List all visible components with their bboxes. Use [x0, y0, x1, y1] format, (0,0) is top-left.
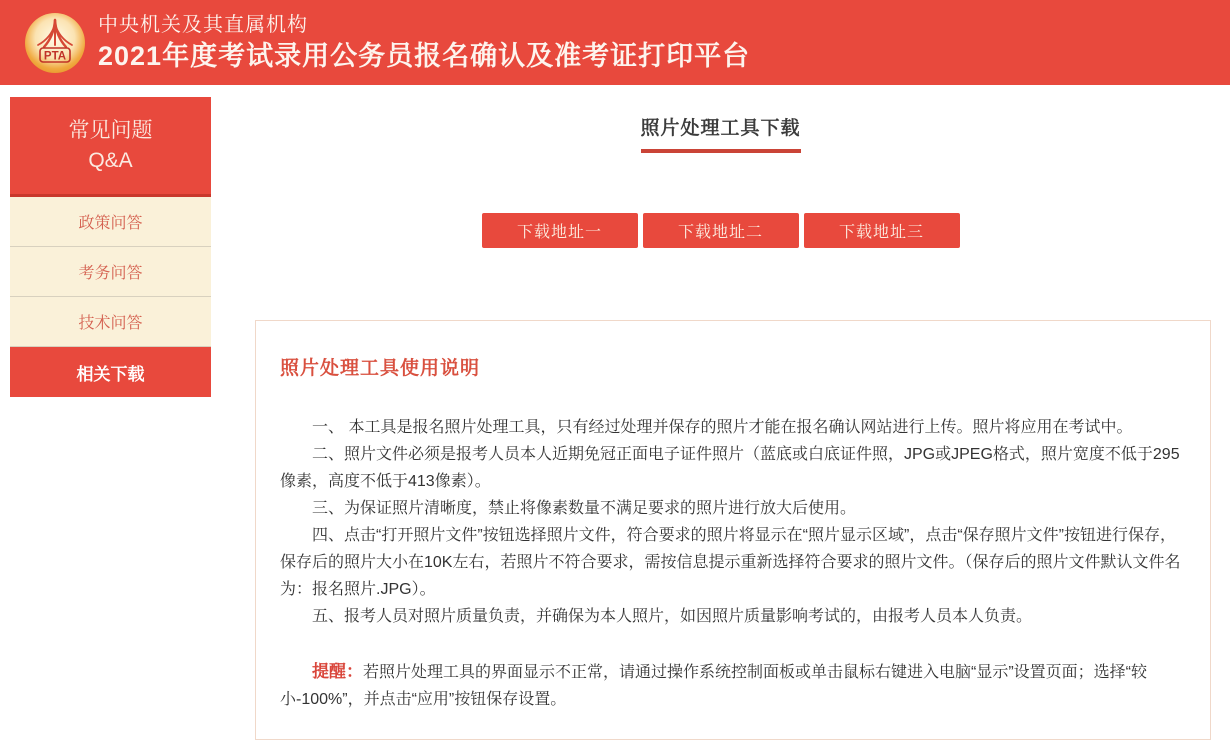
download-address-2-button[interactable]: 下载地址二 — [643, 213, 799, 248]
reminder-text: 若照片处理工具的界面显示不正常，请通过操作系统控制面板或单击鼠标右键进入电脑“显示”设置页面；选择“较小-100%”，并点击“应用”按钮保存设置。 — [280, 664, 1147, 708]
sidebar-item-label: 政策问答 — [78, 215, 143, 232]
header-org-line: 中央机关及其直属机构 — [98, 13, 308, 36]
sidebar-item-policy-qa[interactable] — [10, 197, 211, 247]
sidebar-item-label: 相关下载 — [76, 364, 145, 384]
title-underline — [641, 149, 801, 153]
reminder-label: 提醒： — [312, 662, 363, 681]
sidebar-item-label: 考务问答 — [78, 265, 143, 282]
instruction-paragraph-4: 四、点击“打开照片文件”按钮选择照片文件，符合要求的照片将显示在“照片显示区域”，点击“保存照片文件”按钮进行保存，保存后的照片大小在10K左右，若照片不符合要求，需按信息提示重新选择符合要求的照片文件。（保存后的照片文件默认文件名为：报名照片.JPG）。 — [280, 527, 1181, 598]
page-title: 照片处理工具下载 — [640, 118, 801, 139]
app-header — [0, 0, 1230, 85]
header-title-line: 2021年度考试录用公务员报名确认及准考证打印平台 — [98, 40, 751, 71]
qa-title-en: Q&A — [88, 148, 133, 172]
instruction-paragraph-1: 一、 本工具是报名照片处理工具，只有经过处理并保存的照片才能在报名确认网站进行上传。照片将应用在考试中。 — [312, 419, 1133, 436]
download-address-1-button[interactable]: 下载地址一 — [482, 213, 638, 248]
instruction-paragraphs — [280, 414, 1186, 630]
sidebar-item-downloads[interactable] — [10, 347, 211, 397]
instruction-paragraph-3: 三、为保证照片清晰度，禁止将像素数量不满足要求的照片进行放大后使用。 — [312, 500, 857, 517]
download-address-3-button[interactable]: 下载地址三 — [804, 213, 960, 248]
sidebar-item-label: 技术问答 — [78, 315, 143, 332]
pta-logo — [24, 12, 86, 74]
download-button-row — [211, 213, 1230, 248]
sidebar-qa-header — [10, 97, 211, 197]
instruction-box — [255, 320, 1211, 740]
qa-title-cn: 常见问题 — [68, 118, 153, 142]
main-content — [211, 85, 1230, 740]
reminder-paragraph — [280, 658, 1186, 713]
sidebar-item-technical-qa[interactable] — [10, 297, 211, 347]
sidebar — [10, 97, 211, 397]
sidebar-item-exam-qa[interactable] — [10, 247, 211, 297]
instruction-heading: 照片处理工具使用说明 — [280, 358, 481, 379]
instruction-paragraph-2: 二、照片文件必须是报考人员本人近期免冠正面电子证件照片（蓝底或白底证件照，JPG或JPEG格式，照片宽度不低于295像素，高度不低于413像素）。 — [280, 446, 1180, 490]
logo-text: PTA — [43, 50, 67, 62]
instruction-paragraph-5: 五、报考人员对照片质量负责，并确保为本人照片，如因照片质量影响考试的，由报考人员本人负责。 — [312, 608, 1033, 625]
